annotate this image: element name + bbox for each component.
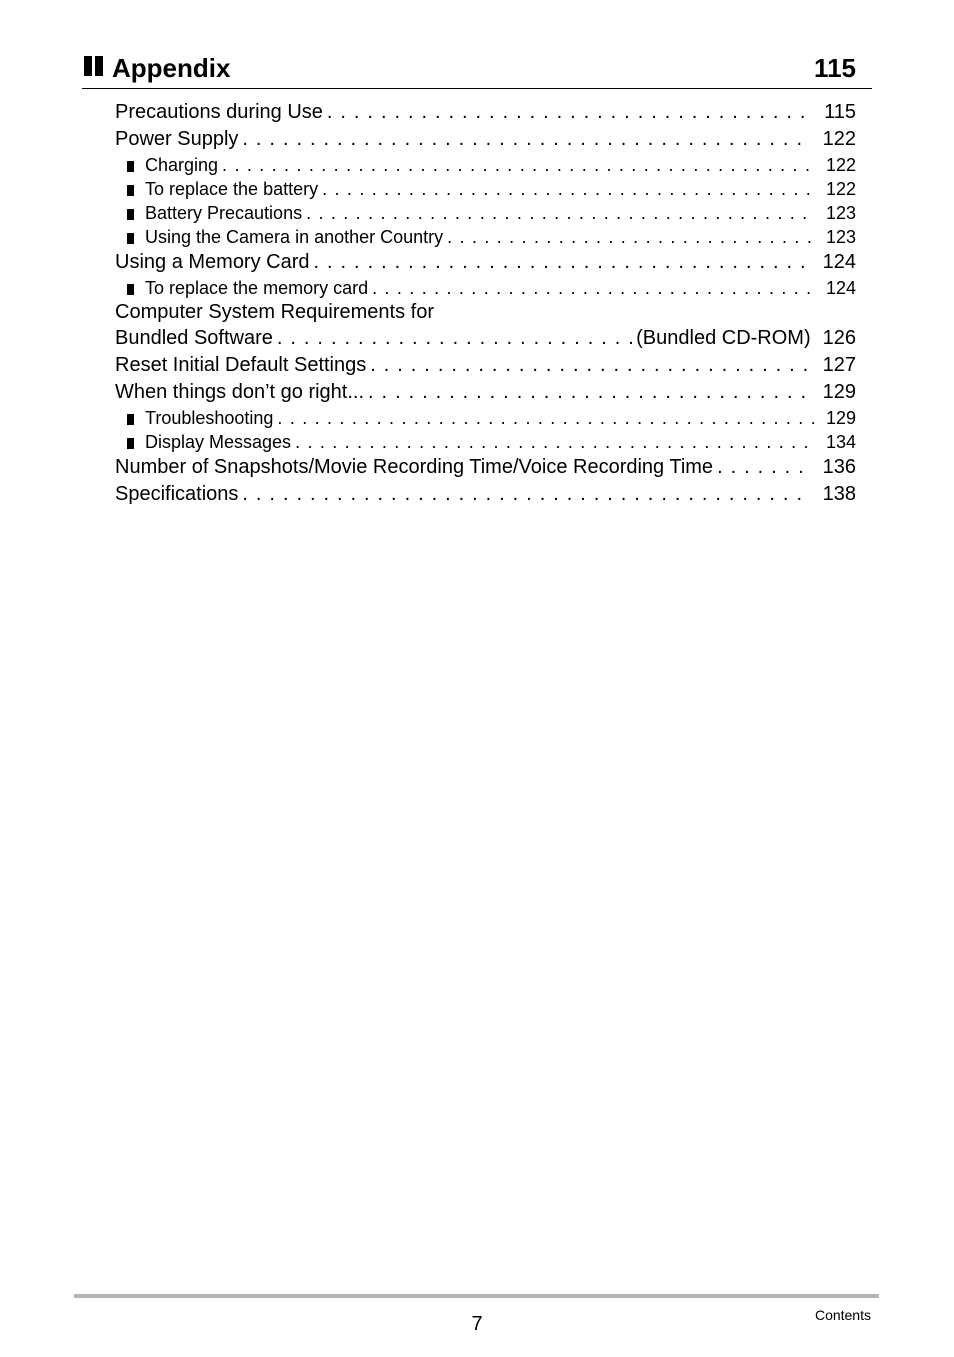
toc-page-number[interactable]: 123 [825, 227, 856, 247]
toc-entry-label: Using the Camera in another Country [145, 227, 444, 247]
toc-page-number[interactable]: 124 [822, 251, 856, 273]
dot-leader [310, 249, 811, 276]
toc-page-number[interactable]: 134 [825, 432, 856, 452]
toc-entry-label: To replace the battery [145, 179, 319, 199]
toc-entry[interactable] [115, 249, 856, 276]
toc-entry-label: Computer System Requirements for [115, 301, 435, 323]
dot-leader [302, 201, 814, 225]
table-of-contents [115, 99, 856, 508]
contents-link[interactable]: Contents [814, 1307, 871, 1323]
toc-entry-label: Troubleshooting [145, 408, 274, 428]
toc-entry-label: Battery Precautions [145, 203, 303, 223]
toc-subentry[interactable] [115, 276, 856, 300]
toc-entry[interactable] [115, 352, 856, 379]
toc-entry[interactable] [115, 454, 856, 481]
toc-entry[interactable] [115, 99, 856, 126]
toc-entry-label: To replace the memory card [145, 278, 369, 298]
toc-entry[interactable] [115, 325, 856, 352]
bullet-icon [127, 438, 134, 449]
toc-page-number[interactable]: 123 [825, 203, 856, 223]
dot-leader [323, 99, 812, 126]
toc-entry-label: Charging [145, 155, 219, 175]
dot-leader [713, 454, 811, 481]
dot-leader [443, 225, 814, 249]
dot-leader [238, 126, 810, 153]
toc-page-number[interactable]: 138 [822, 483, 856, 505]
toc-entry-label: Bundled Software [115, 327, 273, 349]
toc-subentry[interactable] [115, 201, 856, 225]
toc-page-number[interactable]: 122 [825, 179, 856, 199]
toc-entry-label: Display Messages [145, 432, 292, 452]
toc-subentry[interactable] [115, 177, 856, 201]
dot-leader [273, 406, 814, 430]
toc-page-number[interactable]: 124 [825, 278, 856, 298]
dot-leader [273, 325, 634, 352]
dot-leader [238, 481, 810, 508]
bullet-icon [127, 209, 134, 220]
dot-leader [291, 430, 814, 454]
toc-entry-label: Precautions during Use [115, 101, 323, 123]
toc-entry-label: Power Supply [115, 128, 239, 150]
toc-entry-label: Specifications [115, 483, 239, 505]
toc-entry-label: Reset Initial Default Settings [115, 354, 367, 376]
section-header [82, 52, 872, 89]
toc-entry-label: Number of Snapshots/Movie Recording Time/Voice Recording Time [115, 456, 714, 478]
toc-page-number[interactable]: 129 [822, 381, 856, 403]
toc-entry[interactable] [115, 481, 856, 508]
section-title: Appendix [112, 53, 231, 83]
toc-entry-label: When things don’t go right... [115, 381, 365, 403]
footer-rule [74, 1294, 879, 1298]
bullet-icon [127, 161, 134, 172]
bullet-icon [127, 284, 134, 295]
toc-entry[interactable] [115, 379, 856, 406]
dot-leader [368, 276, 814, 300]
dot-leader [318, 177, 814, 201]
toc-entry-suffix: (Bundled CD-ROM) [636, 327, 811, 349]
toc-page-number[interactable]: 115 [824, 101, 856, 123]
toc-subentry[interactable] [115, 430, 856, 454]
section-page-number[interactable]: 115 [814, 53, 856, 83]
toc-page-number[interactable]: 122 [822, 128, 856, 150]
bullet-icon [127, 414, 134, 425]
bullet-icon [127, 185, 134, 196]
dot-leader [366, 352, 810, 379]
footer-page-number: 7 [471, 1313, 483, 1335]
toc-page-number[interactable]: 122 [825, 155, 856, 175]
toc-page-number[interactable]: 136 [822, 456, 856, 478]
dot-leader [364, 379, 811, 406]
toc-page-number[interactable]: 126 [822, 327, 856, 349]
dot-leader [218, 153, 814, 177]
toc-subentry[interactable] [115, 225, 856, 249]
toc-subentry[interactable] [115, 406, 856, 430]
toc-entry[interactable] [115, 126, 856, 153]
toc-subentry[interactable] [115, 153, 856, 177]
toc-entry-label: Using a Memory Card [115, 251, 310, 273]
toc-page-number[interactable]: 127 [822, 354, 856, 376]
toc-page-number[interactable]: 129 [825, 408, 856, 428]
bullet-icon [127, 233, 134, 244]
toc-entry [115, 300, 856, 325]
section-marker-icon [84, 56, 104, 76]
